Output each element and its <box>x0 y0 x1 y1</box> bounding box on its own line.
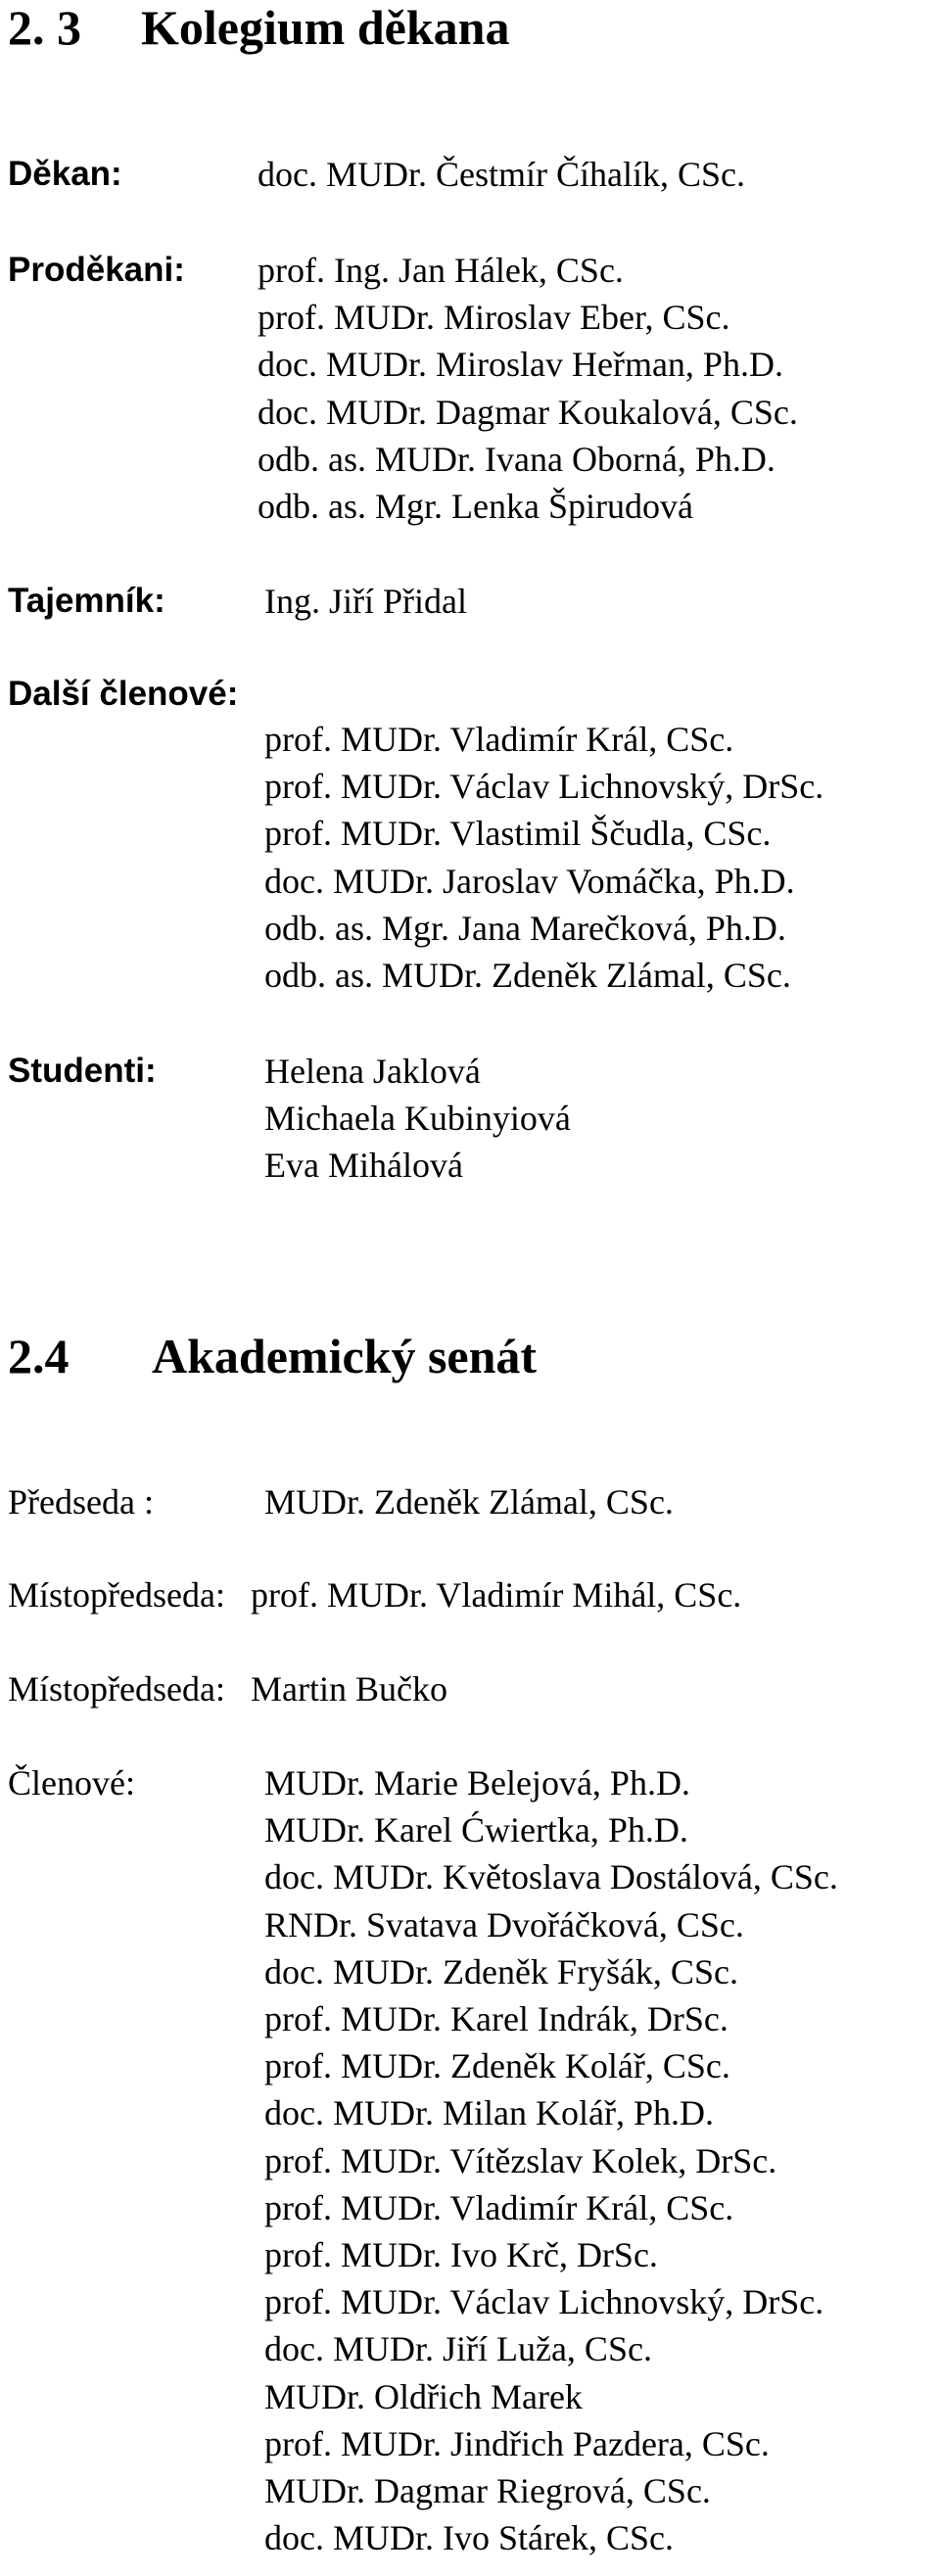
list-item: MUDr. Karel Ćwiertka, Ph.D. <box>264 1810 688 1850</box>
other-members-list <box>264 716 823 999</box>
list-item: prof. Ing. Jan Hálek, CSc. <box>258 251 624 290</box>
list-item: odb. as. MUDr. Zdeněk Zlámal, CSc. <box>264 956 791 996</box>
list-item: prof. MUDr. Vlastimil Ščudla, CSc. <box>264 814 772 854</box>
list-item: doc. MUDr. Ivo Stárek, CSc. <box>264 2518 674 2558</box>
section-title: Akademický senát <box>152 1329 538 1383</box>
chair-label: Předseda : <box>8 1482 154 1522</box>
secretary-name: Ing. Jiří Přidal <box>264 582 467 621</box>
list-item: prof. MUDr. Vítězslav Kolek, DrSc. <box>264 2140 777 2180</box>
dean-label: Děkan: <box>8 155 122 193</box>
list-item: prof. MUDr. Zdeněk Kolář, CSc. <box>264 2046 730 2086</box>
section-title: Kolegium děkana <box>141 0 510 55</box>
students-label: Studenti: <box>8 1052 157 1090</box>
vice-chair-name: Martin Bučko <box>251 1669 447 1709</box>
list-item: doc. MUDr. Miroslav Heřman, Ph.D. <box>258 345 783 385</box>
list-item: doc. MUDr. Květoslava Dostálová, CSc. <box>264 1857 838 1897</box>
other-members-label: Další členové: <box>8 675 239 713</box>
section-number: 2.4 <box>8 1329 70 1383</box>
members-label: Členové: <box>8 1763 135 1803</box>
list-item: MUDr. Marie Belejová, Ph.D. <box>264 1763 690 1803</box>
list-item: Eva Mihálová <box>264 1146 463 1186</box>
vice-deans-list <box>258 247 798 530</box>
chair-name: MUDr. Zdeněk Zlámal, CSc. <box>264 1482 674 1522</box>
list-item: Michaela Kubinyiová <box>264 1099 571 1139</box>
vice-deans-label: Proděkani: <box>8 251 185 289</box>
list-item: prof. MUDr. Jindřich Pazdera, CSc. <box>264 2423 770 2463</box>
list-item: odb. as. MUDr. Ivana Oborná, Ph.D. <box>258 439 776 479</box>
list-item: RNDr. Svatava Dvořáčková, CSc. <box>264 1904 744 1944</box>
students-list <box>264 1048 571 1190</box>
list-item: doc. MUDr. Milan Kolář, Ph.D. <box>264 2093 714 2133</box>
list-item: prof. MUDr. Vladimír Král, CSc. <box>264 2187 734 2227</box>
dean-name: doc. MUDr. Čestmír Číhalík, CSc. <box>258 155 745 194</box>
members-list <box>264 1759 838 2561</box>
list-item: odb. as. Mgr. Jana Marečková, Ph.D. <box>264 908 786 948</box>
vice-chair-name: prof. MUDr. Vladimír Mihál, CSc. <box>251 1575 742 1615</box>
list-item: prof. MUDr. Ivo Krč, DrSc. <box>264 2235 658 2275</box>
list-item: odb. as. Mgr. Lenka Špirudová <box>258 487 693 527</box>
section-heading-kolegium <box>8 0 510 55</box>
list-item: MUDr. Oldřich Marek <box>264 2376 583 2416</box>
list-item: Helena Jaklová <box>264 1052 481 1091</box>
list-item: doc. MUDr. Jiří Luža, CSc. <box>264 2329 652 2369</box>
secretary-label: Tajemník: <box>8 582 165 620</box>
list-item: doc. MUDr. Dagmar Koukalová, CSc. <box>258 392 798 432</box>
list-item: doc. MUDr. Zdeněk Fryšák, CSc. <box>264 1951 738 1991</box>
list-item: doc. MUDr. Jaroslav Vomáčka, Ph.D. <box>264 861 795 901</box>
list-item: prof. MUDr. Vladimír Král, CSc. <box>264 720 734 759</box>
list-item: MUDr. Dagmar Riegrová, CSc. <box>264 2471 711 2511</box>
section-number: 2. 3 <box>8 0 81 55</box>
list-item: prof. MUDr. Miroslav Eber, CSc. <box>258 298 730 338</box>
list-item: prof. MUDr. Václav Lichnovský, DrSc. <box>264 2282 824 2322</box>
vice-chair-label: Místopředseda: <box>8 1575 225 1615</box>
section-heading-senat <box>8 1329 538 1383</box>
list-item: prof. MUDr. Václav Lichnovský, DrSc. <box>264 767 824 807</box>
list-item: prof. MUDr. Karel Indrák, DrSc. <box>264 1999 728 2039</box>
vice-chair-label: Místopředseda: <box>8 1669 225 1709</box>
